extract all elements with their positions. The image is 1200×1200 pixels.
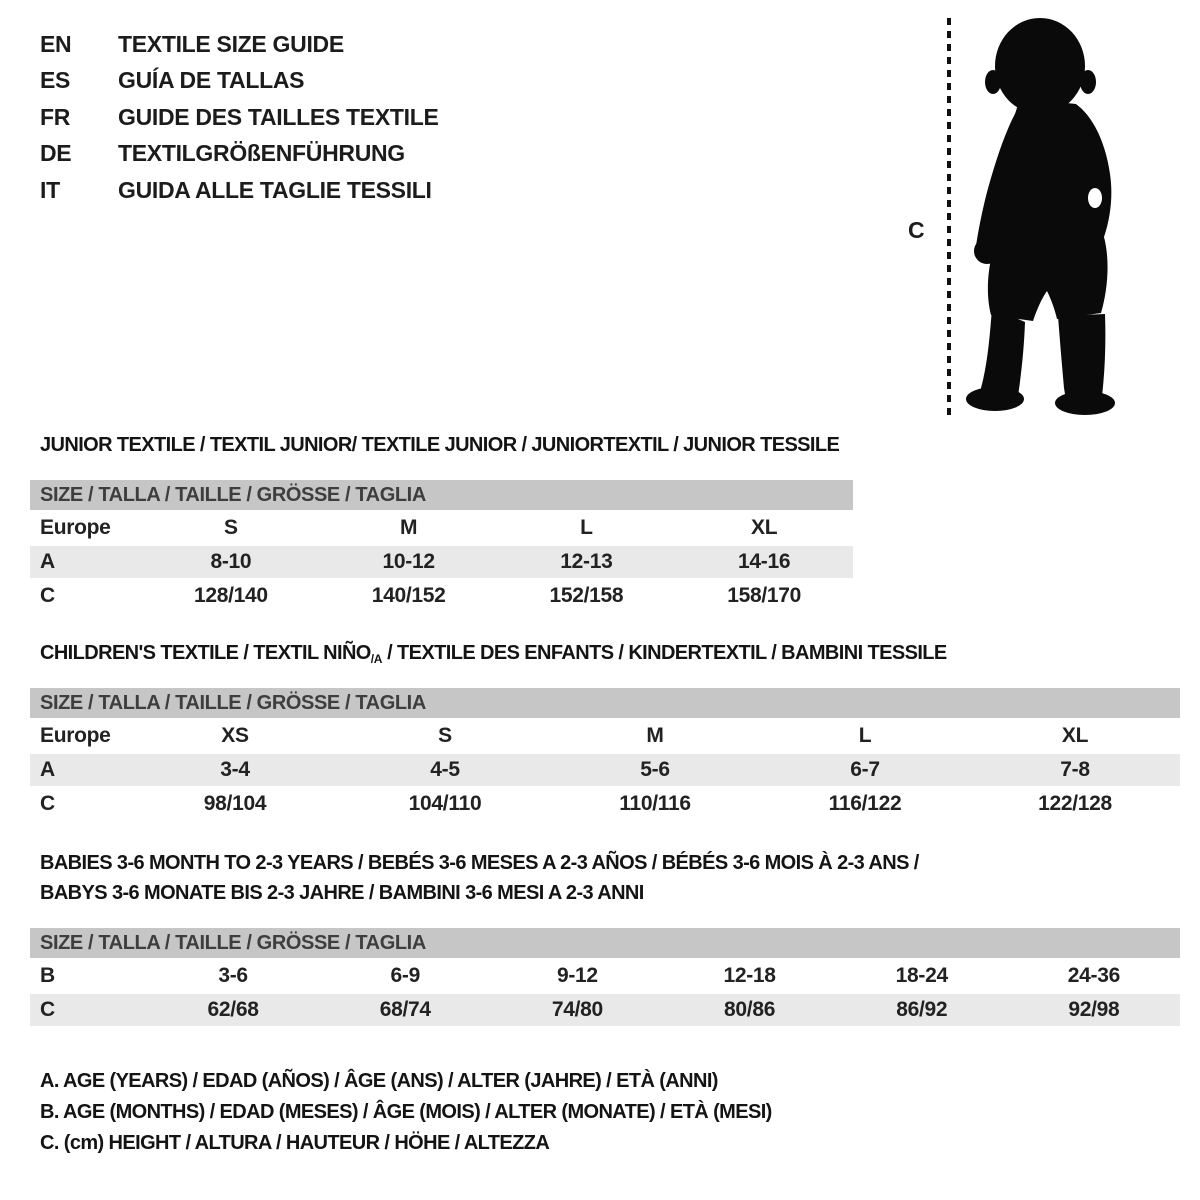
language-row	[40, 63, 439, 100]
language-code: EN	[40, 30, 72, 57]
title-text: CHILDREN'S TEXTILE / TEXTIL NIÑO	[40, 642, 371, 664]
language-row	[40, 26, 439, 63]
table-cell: S	[224, 516, 238, 539]
table-row-months	[30, 960, 1180, 992]
table-row-sizes	[30, 512, 853, 544]
section-title-junior: JUNIOR TEXTILE / TEXTIL JUNIOR/ TEXTILE JUNIOR / JUNIORTEXTIL / JUNIOR TESSILE	[40, 434, 840, 456]
row-label: C	[40, 998, 55, 1021]
table-row-age	[30, 546, 853, 578]
table-cell: 74/80	[551, 998, 603, 1021]
table-cell: M	[646, 724, 664, 747]
language-code: IT	[40, 176, 60, 203]
row-label: B	[40, 964, 55, 987]
title-text: / TEXTILE DES ENFANTS / KINDERTEXTIL / BAMBINI TESSILE	[382, 642, 947, 664]
guide-title: GUIDE DES TAILLES TEXTILE	[118, 103, 439, 130]
table-cell: 9-12	[556, 964, 598, 987]
height-measure-label: C	[908, 217, 925, 243]
junior-size-table	[30, 480, 853, 612]
table-row-height	[30, 580, 853, 612]
babies-size-table	[30, 928, 1180, 1026]
title-subscript: /A	[370, 652, 383, 666]
guide-title: GUÍA DE TALLAS	[118, 67, 305, 94]
table-cell: 98/104	[203, 792, 267, 815]
table-row-height	[30, 788, 1180, 820]
table-header-band: SIZE / TALLA / TAILLE / GRÖSSE / TAGLIA	[30, 480, 853, 510]
table-cell: XL	[1061, 724, 1089, 747]
measurement-legend	[40, 1070, 772, 1163]
table-cell: 92/98	[1068, 998, 1120, 1021]
table-cell: 110/116	[619, 792, 691, 815]
table-cell: 24-36	[1067, 964, 1121, 987]
table-cell: 152/158	[549, 584, 624, 607]
table-cell: 5-6	[640, 758, 670, 781]
row-label: A	[40, 758, 55, 781]
table-cell: 8-10	[210, 550, 252, 573]
guide-title: TEXTILE SIZE GUIDE	[118, 30, 344, 57]
table-cell: L	[580, 516, 593, 539]
row-label: Europe	[40, 516, 111, 539]
table-cell: 104/110	[408, 792, 482, 815]
table-cell: 3-4	[220, 758, 250, 781]
table-cell: S	[438, 724, 452, 747]
table-cell: XS	[221, 724, 249, 747]
table-cell: 12-13	[560, 550, 613, 573]
table-row-sizes	[30, 720, 1180, 752]
table-cell: 80/86	[724, 998, 776, 1021]
table-cell: 6-7	[850, 758, 880, 781]
baby-silhouette	[958, 8, 1143, 418]
table-cell: 158/170	[727, 584, 802, 607]
table-cell: 116/122	[828, 792, 902, 815]
table-header-band: SIZE / TALLA / TAILLE / GRÖSSE / TAGLIA	[30, 928, 1180, 958]
table-cell: 4-5	[430, 758, 460, 781]
table-cell: 68/74	[379, 998, 431, 1021]
table-cell: M	[400, 516, 418, 539]
section-title-babies-line2: BABYS 3-6 MONATE BIS 2-3 JAHRE / BAMBINI 3-6 MESI A 2-3 ANNI	[40, 882, 644, 904]
language-row	[40, 136, 439, 173]
guide-title: GUIDA ALLE TAGLIE TESSILI	[118, 176, 432, 203]
row-label: Europe	[40, 724, 111, 747]
table-cell: L	[858, 724, 872, 747]
guide-title: TEXTILGRÖßENFÜHRUNG	[118, 140, 405, 167]
table-cell: 12-18	[723, 964, 776, 987]
table-cell: 7-8	[1060, 758, 1090, 781]
legend-line-b: B. AGE (MONTHS) / EDAD (MESES) / ÂGE (MOIS) / ALTER (MONATE) / ETÀ (MESI)	[40, 1101, 772, 1123]
language-title-list	[40, 26, 439, 209]
language-row	[40, 99, 439, 136]
row-label: A	[40, 550, 55, 573]
row-label: C	[40, 584, 55, 607]
table-cell: 6-9	[390, 964, 420, 987]
section-title-children	[40, 642, 947, 665]
table-cell: 62/68	[207, 998, 259, 1021]
table-cell: XL	[751, 516, 778, 539]
table-cell: 122/128	[1038, 792, 1112, 815]
legend-line-a: A. AGE (YEARS) / EDAD (AÑOS) / ÂGE (ANS) / ALTER (JAHRE) / ETÀ (ANNI)	[40, 1070, 718, 1092]
table-cell: 14-16	[738, 550, 791, 573]
legend-line-c: C. (cm) HEIGHT / ALTURA / HAUTEUR / HÖHE / ALTEZZA	[40, 1132, 550, 1154]
language-code: DE	[40, 140, 72, 167]
row-label: C	[40, 792, 55, 815]
table-cell: 3-6	[218, 964, 248, 987]
table-cell: 10-12	[382, 550, 435, 573]
table-row-height	[30, 994, 1180, 1026]
table-cell: 140/152	[371, 584, 446, 607]
children-size-table	[30, 688, 1180, 820]
table-cell: 86/92	[896, 998, 948, 1021]
table-cell: 128/140	[193, 584, 268, 607]
table-cell: 18-24	[895, 964, 948, 987]
language-code: ES	[40, 67, 71, 94]
height-measure-line	[947, 18, 951, 416]
table-header-band: SIZE / TALLA / TAILLE / GRÖSSE / TAGLIA	[30, 688, 1180, 718]
language-code: FR	[40, 103, 71, 130]
section-title-babies-line1: BABIES 3-6 MONTH TO 2-3 YEARS / BEBÉS 3-6 MESES A 2-3 AÑOS / BÉBÉS 3-6 MOIS À 2-3 ANS /	[40, 852, 919, 874]
language-row	[40, 172, 439, 209]
table-row-age	[30, 754, 1180, 786]
